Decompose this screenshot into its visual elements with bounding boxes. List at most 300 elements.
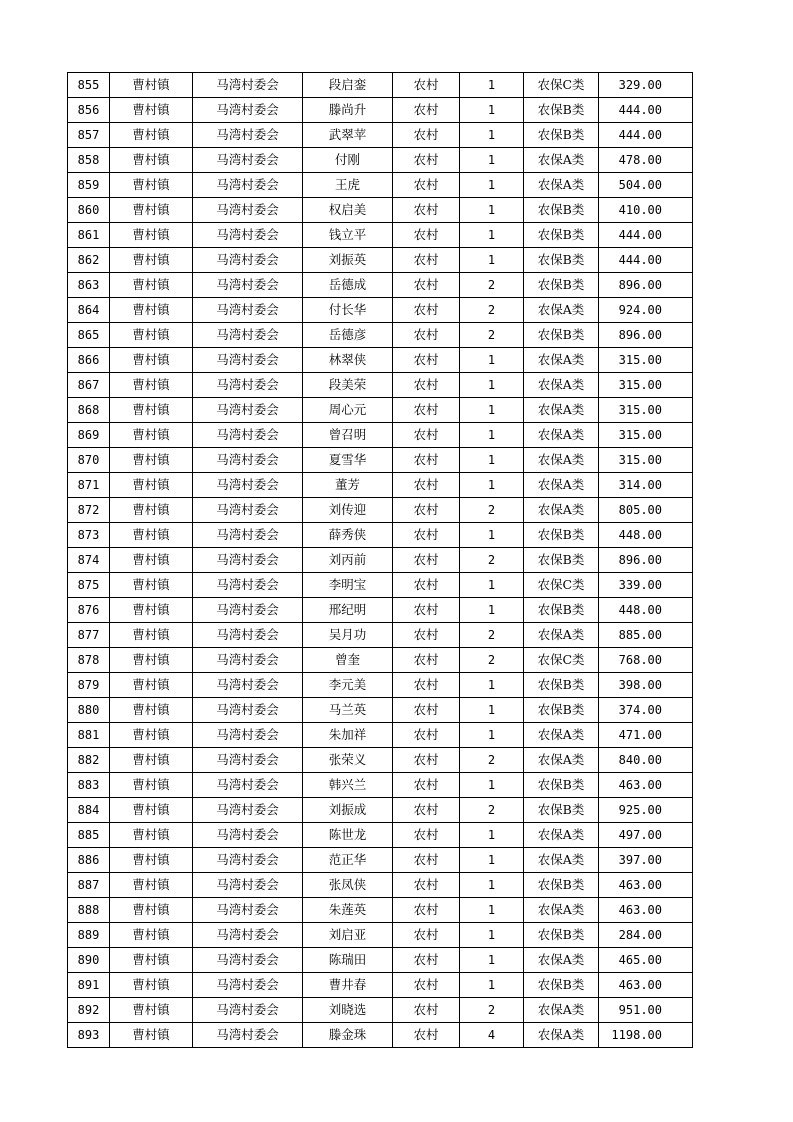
village-committee-cell: 马湾村委会	[193, 973, 303, 998]
town-cell: 曹村镇	[110, 523, 193, 548]
person-name-cell: 岳德成	[303, 273, 393, 298]
insurance-category-cell: 农保A类	[524, 723, 599, 748]
insurance-category-cell: 农保A类	[524, 423, 599, 448]
row-number-cell: 878	[68, 648, 110, 673]
town-cell: 曹村镇	[110, 898, 193, 923]
village-committee-cell: 马湾村委会	[193, 173, 303, 198]
household-count-cell: 1	[460, 573, 524, 598]
town-cell: 曹村镇	[110, 973, 193, 998]
table-row	[68, 1023, 693, 1048]
row-number-cell: 863	[68, 273, 110, 298]
area-type-cell: 农村	[393, 98, 460, 123]
person-name-cell: 付刚	[303, 148, 393, 173]
insurance-category-cell: 农保A类	[524, 398, 599, 423]
household-count-cell: 1	[460, 123, 524, 148]
area-type-cell: 农村	[393, 148, 460, 173]
town-cell: 曹村镇	[110, 573, 193, 598]
insurance-category-cell: 农保B类	[524, 673, 599, 698]
person-name-cell: 段美荣	[303, 373, 393, 398]
amount-cell: 463.00	[599, 773, 693, 798]
village-committee-cell: 马湾村委会	[193, 598, 303, 623]
village-committee-cell: 马湾村委会	[193, 748, 303, 773]
row-number-cell: 887	[68, 873, 110, 898]
insurance-category-cell: 农保A类	[524, 448, 599, 473]
area-type-cell: 农村	[393, 573, 460, 598]
insurance-category-cell: 农保B类	[524, 698, 599, 723]
household-count-cell: 1	[460, 148, 524, 173]
person-name-cell: 范正华	[303, 848, 393, 873]
household-count-cell: 1	[460, 473, 524, 498]
household-count-cell: 1	[460, 523, 524, 548]
town-cell: 曹村镇	[110, 1023, 193, 1048]
person-name-cell: 权启美	[303, 198, 393, 223]
area-type-cell: 农村	[393, 248, 460, 273]
area-type-cell: 农村	[393, 673, 460, 698]
insurance-category-cell: 农保A类	[524, 473, 599, 498]
person-name-cell: 朱加祥	[303, 723, 393, 748]
insurance-category-cell: 农保B类	[524, 523, 599, 548]
table-row	[68, 473, 693, 498]
row-number-cell: 869	[68, 423, 110, 448]
row-number-cell: 857	[68, 123, 110, 148]
table-row	[68, 398, 693, 423]
table-row	[68, 673, 693, 698]
insurance-category-cell: 农保B类	[524, 223, 599, 248]
household-count-cell: 2	[460, 548, 524, 573]
amount-cell: 465.00	[599, 948, 693, 973]
person-name-cell: 钱立平	[303, 223, 393, 248]
town-cell: 曹村镇	[110, 798, 193, 823]
insurance-category-cell: 农保C类	[524, 73, 599, 98]
insurance-category-cell: 农保B类	[524, 773, 599, 798]
household-count-cell: 1	[460, 923, 524, 948]
amount-cell: 315.00	[599, 373, 693, 398]
insurance-category-cell: 农保C类	[524, 648, 599, 673]
row-number-cell: 882	[68, 748, 110, 773]
table-row	[68, 773, 693, 798]
household-count-cell: 1	[460, 698, 524, 723]
village-committee-cell: 马湾村委会	[193, 823, 303, 848]
row-number-cell: 859	[68, 173, 110, 198]
row-number-cell: 865	[68, 323, 110, 348]
area-type-cell: 农村	[393, 823, 460, 848]
insurance-category-cell: 农保B类	[524, 273, 599, 298]
insurance-category-cell: 农保A类	[524, 373, 599, 398]
table-row	[68, 823, 693, 848]
area-type-cell: 农村	[393, 498, 460, 523]
amount-cell: 284.00	[599, 923, 693, 948]
row-number-cell: 873	[68, 523, 110, 548]
insurance-category-cell: 农保B类	[524, 548, 599, 573]
village-committee-cell: 马湾村委会	[193, 648, 303, 673]
person-name-cell: 刘振英	[303, 248, 393, 273]
household-count-cell: 1	[460, 723, 524, 748]
village-committee-cell: 马湾村委会	[193, 448, 303, 473]
household-count-cell: 1	[460, 223, 524, 248]
household-count-cell: 1	[460, 948, 524, 973]
person-name-cell: 岳德彦	[303, 323, 393, 348]
village-committee-cell: 马湾村委会	[193, 573, 303, 598]
household-count-cell: 1	[460, 348, 524, 373]
village-committee-cell: 马湾村委会	[193, 848, 303, 873]
town-cell: 曹村镇	[110, 148, 193, 173]
table-row	[68, 548, 693, 573]
table-row	[68, 98, 693, 123]
person-name-cell: 曹井春	[303, 973, 393, 998]
amount-cell: 896.00	[599, 273, 693, 298]
household-count-cell: 1	[460, 823, 524, 848]
row-number-cell: 885	[68, 823, 110, 848]
amount-cell: 444.00	[599, 248, 693, 273]
insurance-category-cell: 农保A类	[524, 848, 599, 873]
amount-cell: 444.00	[599, 123, 693, 148]
town-cell: 曹村镇	[110, 73, 193, 98]
insurance-category-cell: 农保A类	[524, 898, 599, 923]
table-row	[68, 173, 693, 198]
row-number-cell: 883	[68, 773, 110, 798]
insurance-category-cell: 农保B类	[524, 923, 599, 948]
row-number-cell: 870	[68, 448, 110, 473]
amount-cell: 374.00	[599, 698, 693, 723]
person-name-cell: 张荣义	[303, 748, 393, 773]
town-cell: 曹村镇	[110, 548, 193, 573]
household-count-cell: 1	[460, 248, 524, 273]
amount-cell: 444.00	[599, 98, 693, 123]
household-count-cell: 2	[460, 998, 524, 1023]
amount-cell: 951.00	[599, 998, 693, 1023]
table-row	[68, 873, 693, 898]
table-body	[68, 73, 693, 1048]
town-cell: 曹村镇	[110, 748, 193, 773]
amount-cell: 448.00	[599, 598, 693, 623]
household-count-cell: 1	[460, 73, 524, 98]
person-name-cell: 吴月功	[303, 623, 393, 648]
table-row	[68, 198, 693, 223]
area-type-cell: 农村	[393, 298, 460, 323]
row-number-cell: 862	[68, 248, 110, 273]
amount-cell: 478.00	[599, 148, 693, 173]
area-type-cell: 农村	[393, 473, 460, 498]
amount-cell: 504.00	[599, 173, 693, 198]
town-cell: 曹村镇	[110, 773, 193, 798]
village-committee-cell: 马湾村委会	[193, 98, 303, 123]
village-committee-cell: 马湾村委会	[193, 773, 303, 798]
insurance-category-cell: 农保B类	[524, 198, 599, 223]
table-row	[68, 973, 693, 998]
area-type-cell: 农村	[393, 548, 460, 573]
town-cell: 曹村镇	[110, 598, 193, 623]
table-row	[68, 598, 693, 623]
table-row	[68, 123, 693, 148]
row-number-cell: 856	[68, 98, 110, 123]
household-count-cell: 1	[460, 398, 524, 423]
household-count-cell: 1	[460, 773, 524, 798]
person-name-cell: 陈瑞田	[303, 948, 393, 973]
household-count-cell: 1	[460, 898, 524, 923]
village-committee-cell: 马湾村委会	[193, 298, 303, 323]
row-number-cell: 893	[68, 1023, 110, 1048]
town-cell: 曹村镇	[110, 398, 193, 423]
household-count-cell: 2	[460, 648, 524, 673]
amount-cell: 896.00	[599, 548, 693, 573]
table-row	[68, 148, 693, 173]
household-count-cell: 1	[460, 448, 524, 473]
area-type-cell: 农村	[393, 348, 460, 373]
table-row	[68, 248, 693, 273]
village-committee-cell: 马湾村委会	[193, 348, 303, 373]
table-row	[68, 798, 693, 823]
town-cell: 曹村镇	[110, 698, 193, 723]
person-name-cell: 邢纪明	[303, 598, 393, 623]
household-count-cell: 2	[460, 273, 524, 298]
person-name-cell: 马兰英	[303, 698, 393, 723]
table-row	[68, 948, 693, 973]
area-type-cell: 农村	[393, 773, 460, 798]
village-committee-cell: 马湾村委会	[193, 498, 303, 523]
row-number-cell: 864	[68, 298, 110, 323]
household-count-cell: 2	[460, 798, 524, 823]
village-committee-cell: 马湾村委会	[193, 623, 303, 648]
person-name-cell: 王虎	[303, 173, 393, 198]
person-name-cell: 张凤侠	[303, 873, 393, 898]
table-row	[68, 273, 693, 298]
table-row	[68, 448, 693, 473]
town-cell: 曹村镇	[110, 123, 193, 148]
row-number-cell: 875	[68, 573, 110, 598]
person-name-cell: 薛秀侠	[303, 523, 393, 548]
insurance-category-cell: 农保B类	[524, 798, 599, 823]
row-number-cell: 867	[68, 373, 110, 398]
area-type-cell: 农村	[393, 948, 460, 973]
town-cell: 曹村镇	[110, 348, 193, 373]
row-number-cell: 877	[68, 623, 110, 648]
area-type-cell: 农村	[393, 223, 460, 248]
town-cell: 曹村镇	[110, 673, 193, 698]
area-type-cell: 农村	[393, 623, 460, 648]
amount-cell: 1198.00	[599, 1023, 693, 1048]
amount-cell: 463.00	[599, 873, 693, 898]
village-committee-cell: 马湾村委会	[193, 373, 303, 398]
town-cell: 曹村镇	[110, 923, 193, 948]
person-name-cell: 段启銮	[303, 73, 393, 98]
town-cell: 曹村镇	[110, 473, 193, 498]
village-committee-cell: 马湾村委会	[193, 273, 303, 298]
town-cell: 曹村镇	[110, 498, 193, 523]
insurance-category-cell: 农保C类	[524, 573, 599, 598]
household-count-cell: 1	[460, 873, 524, 898]
area-type-cell: 农村	[393, 173, 460, 198]
household-count-cell: 1	[460, 173, 524, 198]
amount-cell: 497.00	[599, 823, 693, 848]
amount-cell: 463.00	[599, 898, 693, 923]
area-type-cell: 农村	[393, 748, 460, 773]
row-number-cell: 891	[68, 973, 110, 998]
amount-cell: 805.00	[599, 498, 693, 523]
amount-cell: 315.00	[599, 398, 693, 423]
household-count-cell: 2	[460, 298, 524, 323]
village-committee-cell: 马湾村委会	[193, 423, 303, 448]
table-row	[68, 898, 693, 923]
amount-cell: 768.00	[599, 648, 693, 673]
village-committee-cell: 马湾村委会	[193, 723, 303, 748]
area-type-cell: 农村	[393, 373, 460, 398]
amount-cell: 315.00	[599, 448, 693, 473]
village-committee-cell: 马湾村委会	[193, 798, 303, 823]
area-type-cell: 农村	[393, 323, 460, 348]
area-type-cell: 农村	[393, 798, 460, 823]
table-row	[68, 698, 693, 723]
insurance-category-cell: 农保B类	[524, 248, 599, 273]
table-row	[68, 573, 693, 598]
table-row	[68, 998, 693, 1023]
area-type-cell: 农村	[393, 898, 460, 923]
amount-cell: 315.00	[599, 423, 693, 448]
person-name-cell: 付长华	[303, 298, 393, 323]
household-count-cell: 1	[460, 198, 524, 223]
person-name-cell: 刘振成	[303, 798, 393, 823]
amount-cell: 463.00	[599, 973, 693, 998]
village-committee-cell: 马湾村委会	[193, 123, 303, 148]
insurance-category-cell: 农保A类	[524, 748, 599, 773]
household-count-cell: 1	[460, 98, 524, 123]
area-type-cell: 农村	[393, 123, 460, 148]
town-cell: 曹村镇	[110, 198, 193, 223]
person-name-cell: 周心元	[303, 398, 393, 423]
village-committee-cell: 马湾村委会	[193, 223, 303, 248]
insurance-category-cell: 农保B类	[524, 973, 599, 998]
household-count-cell: 2	[460, 498, 524, 523]
village-committee-cell: 马湾村委会	[193, 673, 303, 698]
row-number-cell: 881	[68, 723, 110, 748]
town-cell: 曹村镇	[110, 298, 193, 323]
town-cell: 曹村镇	[110, 873, 193, 898]
table-row	[68, 723, 693, 748]
person-name-cell: 曾召明	[303, 423, 393, 448]
person-name-cell: 曾奎	[303, 648, 393, 673]
town-cell: 曹村镇	[110, 448, 193, 473]
table-row	[68, 223, 693, 248]
person-name-cell: 董芳	[303, 473, 393, 498]
table-row	[68, 623, 693, 648]
village-committee-cell: 马湾村委会	[193, 148, 303, 173]
row-number-cell: 866	[68, 348, 110, 373]
town-cell: 曹村镇	[110, 273, 193, 298]
amount-cell: 840.00	[599, 748, 693, 773]
amount-cell: 471.00	[599, 723, 693, 748]
town-cell: 曹村镇	[110, 648, 193, 673]
amount-cell: 448.00	[599, 523, 693, 548]
amount-cell: 924.00	[599, 298, 693, 323]
row-number-cell: 876	[68, 598, 110, 623]
town-cell: 曹村镇	[110, 223, 193, 248]
amount-cell: 329.00	[599, 73, 693, 98]
household-count-cell: 2	[460, 748, 524, 773]
person-name-cell: 韩兴兰	[303, 773, 393, 798]
row-number-cell: 860	[68, 198, 110, 223]
town-cell: 曹村镇	[110, 948, 193, 973]
person-name-cell: 刘晓选	[303, 998, 393, 1023]
insurance-category-cell: 农保A类	[524, 148, 599, 173]
person-name-cell: 夏雪华	[303, 448, 393, 473]
household-count-cell: 2	[460, 323, 524, 348]
amount-cell: 925.00	[599, 798, 693, 823]
town-cell: 曹村镇	[110, 248, 193, 273]
village-committee-cell: 马湾村委会	[193, 1023, 303, 1048]
amount-cell: 896.00	[599, 323, 693, 348]
row-number-cell: 872	[68, 498, 110, 523]
village-committee-cell: 马湾村委会	[193, 523, 303, 548]
table-row	[68, 298, 693, 323]
area-type-cell: 农村	[393, 198, 460, 223]
village-committee-cell: 马湾村委会	[193, 73, 303, 98]
table-row	[68, 648, 693, 673]
amount-cell: 444.00	[599, 223, 693, 248]
insurance-category-cell: 农保A类	[524, 1023, 599, 1048]
person-name-cell: 刘丙前	[303, 548, 393, 573]
area-type-cell: 农村	[393, 523, 460, 548]
town-cell: 曹村镇	[110, 98, 193, 123]
person-name-cell: 刘启亚	[303, 923, 393, 948]
row-number-cell: 871	[68, 473, 110, 498]
insurance-category-cell: 农保A类	[524, 623, 599, 648]
town-cell: 曹村镇	[110, 173, 193, 198]
village-committee-cell: 马湾村委会	[193, 398, 303, 423]
person-name-cell: 陈世龙	[303, 823, 393, 848]
village-committee-cell: 马湾村委会	[193, 998, 303, 1023]
area-type-cell: 农村	[393, 423, 460, 448]
person-name-cell: 刘传迎	[303, 498, 393, 523]
town-cell: 曹村镇	[110, 723, 193, 748]
amount-cell: 398.00	[599, 673, 693, 698]
village-committee-cell: 马湾村委会	[193, 948, 303, 973]
table-row	[68, 73, 693, 98]
insurance-category-cell: 农保B类	[524, 98, 599, 123]
row-number-cell: 858	[68, 148, 110, 173]
household-count-cell: 1	[460, 973, 524, 998]
village-committee-cell: 马湾村委会	[193, 473, 303, 498]
area-type-cell: 农村	[393, 273, 460, 298]
household-count-cell: 1	[460, 848, 524, 873]
amount-cell: 410.00	[599, 198, 693, 223]
village-committee-cell: 马湾村委会	[193, 323, 303, 348]
village-committee-cell: 马湾村委会	[193, 548, 303, 573]
row-number-cell: 889	[68, 923, 110, 948]
insurance-category-cell: 农保B类	[524, 123, 599, 148]
subsidy-table	[67, 72, 693, 1048]
insurance-category-cell: 农保B类	[524, 598, 599, 623]
person-name-cell: 滕金珠	[303, 1023, 393, 1048]
amount-cell: 314.00	[599, 473, 693, 498]
amount-cell: 885.00	[599, 623, 693, 648]
amount-cell: 339.00	[599, 573, 693, 598]
row-number-cell: 884	[68, 798, 110, 823]
person-name-cell: 武翠苹	[303, 123, 393, 148]
household-count-cell: 2	[460, 623, 524, 648]
area-type-cell: 农村	[393, 648, 460, 673]
area-type-cell: 农村	[393, 723, 460, 748]
insurance-category-cell: 农保A类	[524, 823, 599, 848]
row-number-cell: 855	[68, 73, 110, 98]
row-number-cell: 892	[68, 998, 110, 1023]
village-committee-cell: 马湾村委会	[193, 198, 303, 223]
amount-cell: 315.00	[599, 348, 693, 373]
household-count-cell: 1	[460, 598, 524, 623]
town-cell: 曹村镇	[110, 823, 193, 848]
person-name-cell: 李明宝	[303, 573, 393, 598]
town-cell: 曹村镇	[110, 323, 193, 348]
table-row	[68, 848, 693, 873]
insurance-category-cell: 农保A类	[524, 998, 599, 1023]
